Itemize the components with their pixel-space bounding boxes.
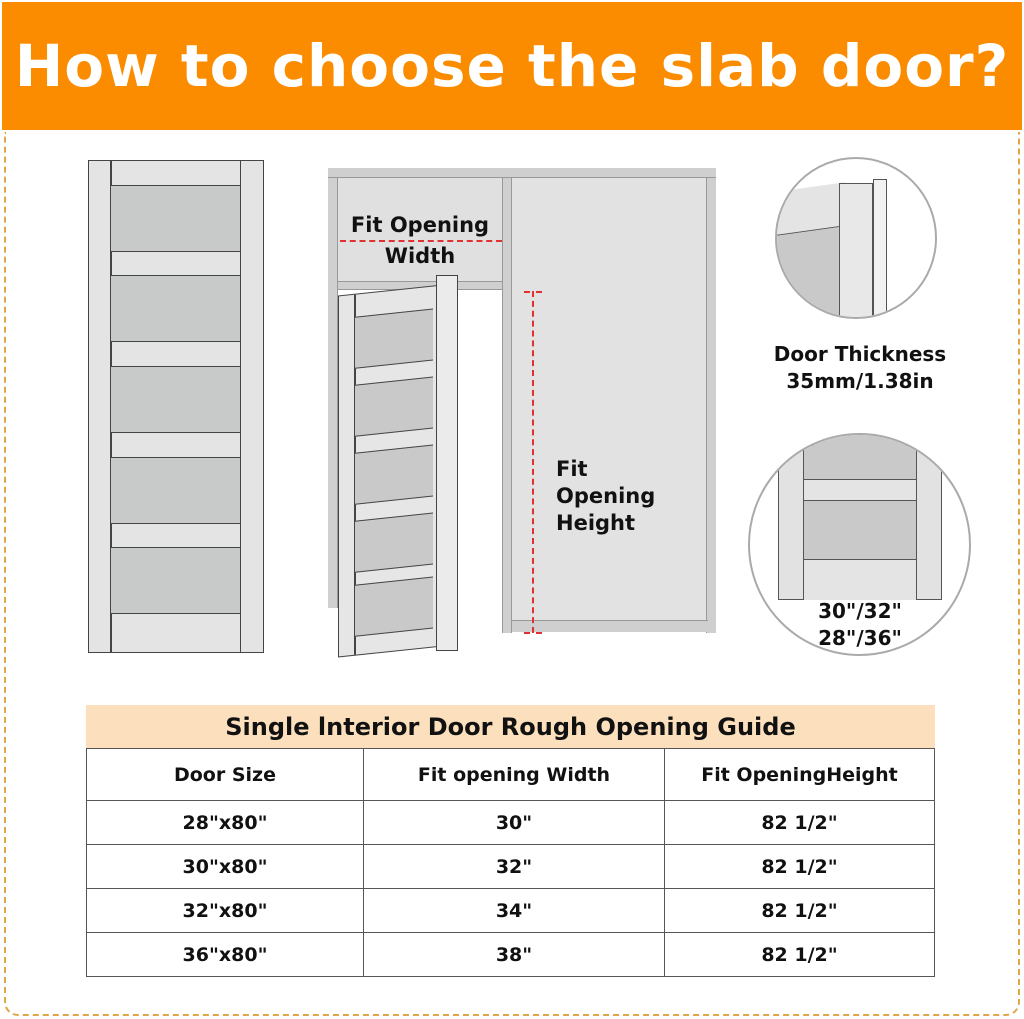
height-dimension-cap-bottom (524, 632, 542, 634)
height-dimension-cap-top (524, 291, 542, 293)
table-header-row (87, 749, 935, 801)
height-label-line2: Opening (556, 484, 656, 508)
cell-door-size: 36"x80" (87, 933, 364, 977)
cell-door-size: 30"x80" (87, 845, 364, 889)
cell-door-size: 28"x80" (87, 801, 364, 845)
cell-door-size: 32"x80" (87, 889, 364, 933)
table-row (87, 801, 935, 845)
width-caption-line1: 30"/32" (818, 599, 902, 623)
cell-fit-height: 82 1/2" (665, 889, 935, 933)
cell-fit-height: 82 1/2" (665, 845, 935, 889)
height-dimension-line (532, 291, 534, 633)
door-thickness-caption (760, 341, 960, 395)
header-banner (2, 2, 1022, 130)
thickness-caption-line2: 35mm/1.38in (786, 369, 934, 393)
header-fit-height: Fit OpeningHeight (665, 749, 935, 801)
table-row (87, 889, 935, 933)
table-title: Single lnterior Door Rough Opening Guide (86, 705, 935, 748)
height-label-line1: Fit (556, 457, 588, 481)
height-label-line3: Height (556, 511, 636, 535)
table-row (87, 933, 935, 977)
slab-door-front-illustration (88, 160, 264, 653)
cell-fit-height: 82 1/2" (665, 801, 935, 845)
table-row (87, 845, 935, 889)
cell-fit-height: 82 1/2" (665, 933, 935, 977)
cell-fit-width: 34" (364, 889, 665, 933)
page-title: How to choose the slab door? (14, 32, 1010, 100)
width-dimension-line (340, 240, 502, 242)
open-door-illustration (338, 275, 458, 651)
fit-opening-height-label (556, 456, 655, 537)
width-label-line1: Fit Opening (350, 213, 490, 237)
door-width-caption (760, 598, 960, 652)
thickness-caption-line1: Door Thickness (773, 342, 947, 366)
header-fit-width: Fit opening Width (364, 749, 665, 801)
rough-opening-table (86, 748, 935, 977)
width-label-line2: Width (384, 244, 456, 268)
door-thickness-detail-circle (775, 157, 937, 319)
cell-fit-width: 30" (364, 801, 665, 845)
cell-fit-width: 38" (364, 933, 665, 977)
header-door-size: Door Size (87, 749, 364, 801)
width-caption-line2: 28"/36" (818, 626, 902, 650)
cell-fit-width: 32" (364, 845, 665, 889)
